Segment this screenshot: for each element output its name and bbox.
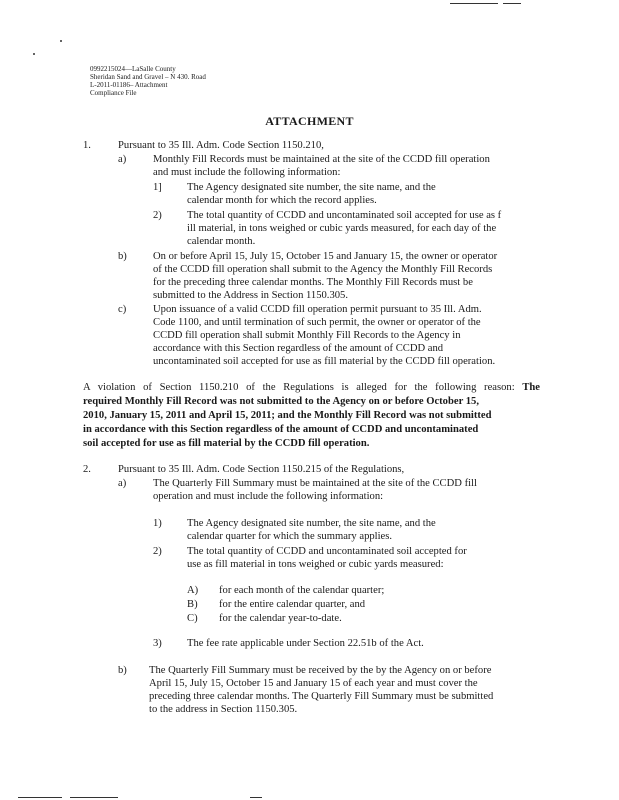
s1a-item1-number: 1]	[153, 182, 162, 193]
scan-mark-bottom-2	[70, 797, 118, 798]
s2a-item1-line: calendar quarter for which the summary applies.	[187, 531, 393, 542]
s2a-label: a)	[118, 478, 127, 489]
s1c-line: uncontaminated soil accepted for use as fill material by the CCDD fill operation.	[153, 356, 496, 367]
s1c-line: CCDD fill operation shall submit Monthly Fill Records to the Agency in	[153, 330, 461, 341]
s2b-line: The Quarterly Fill Summary must be received by the by the Agency on or before	[149, 665, 492, 676]
s1c-line: Code 1100, and until termination of such permit, the owner or operator of the	[153, 317, 481, 328]
s1a-line: Monthly Fill Records must be maintained at the site of the CCDD fill operation	[153, 154, 490, 165]
s1a-item1-line: calendar month for which the record applies.	[187, 195, 377, 206]
s2b-label: b)	[118, 665, 127, 676]
violation-line: required Monthly Fill Record was not submitted to the Agency on or before October 15,	[83, 396, 479, 407]
s1a-item2-line: The total quantity of CCDD and uncontaminated soil accepted for use as f	[187, 210, 502, 221]
scan-speck	[60, 40, 62, 42]
s2b-line: to the address in Section 1150.305.	[149, 704, 298, 715]
violation-line: in accordance with this Section regardless of the amount of CCDD and uncontaminated	[83, 424, 479, 435]
s1b-line: submitted to the Address in Section 1150.305.	[153, 290, 348, 301]
s2a-subitem-b-label: B)	[187, 599, 198, 610]
header-file-line: Compliance File	[90, 89, 137, 97]
section-2-lead: Pursuant to 35 Ill. Adm. Code Section 1150.215 of the Regulations,	[118, 464, 405, 475]
s1b-line: On or before April 15, July 15, October 15 and January 15, the owner or operator	[153, 251, 498, 262]
s2a-subitem-a-label: A)	[187, 585, 199, 596]
violation-line	[83, 381, 540, 394]
s1b-line: of the CCDD fill operation shall submit to the Agency the Monthly Fill Records	[153, 264, 493, 275]
scan-speck	[33, 53, 35, 55]
violation-line: 2010, January 15, 2011 and April 15, 2011; and the Monthly Fill Record was not submitted	[83, 410, 492, 421]
scan-mark-top-2	[503, 3, 521, 4]
s2a-subitem-b-text: for the entire calendar quarter, and	[219, 599, 366, 610]
violation-text-bold: The	[522, 382, 540, 393]
s1b-line: for the preceding three calendar months. The Monthly Fill Records must be	[153, 277, 473, 288]
section-1-number: 1.	[83, 140, 91, 151]
section-2-number: 2.	[83, 464, 91, 475]
s1b-label: b)	[118, 251, 127, 262]
header-case-line: 0992215024—LaSalle County	[90, 65, 176, 73]
s1c-line: accordance with this Section regardless of the amount of CCDD and	[153, 343, 444, 354]
page-title: ATTACHMENT	[265, 114, 354, 128]
s1a-line: and must include the following information:	[153, 167, 341, 178]
s2a-item3-text: The fee rate applicable under Section 22.51b of the Act.	[187, 638, 424, 649]
s2b-line: April 15, July 15, October 15 and January 15 of each year and must cover the	[149, 678, 478, 689]
s1a-item2-line: calendar month.	[187, 236, 256, 247]
section-1-lead: Pursuant to 35 Ill. Adm. Code Section 1150.210,	[118, 140, 324, 151]
s1a-label: a)	[118, 154, 127, 165]
scan-mark-top	[450, 3, 498, 4]
s2a-item3-number: 3)	[153, 638, 162, 649]
s2a-item2-line: The total quantity of CCDD and uncontaminated soil accepted for	[187, 546, 467, 557]
header-id-line: L-2011-01186– Attachment	[90, 81, 168, 89]
header-site-line: Sheridan Sand and Gravel – N 430. Road	[90, 73, 206, 81]
s2a-item1-number: 1)	[153, 518, 162, 529]
s2a-item2-number: 2)	[153, 546, 162, 557]
s1a-item1-line: The Agency designated site number, the site name, and the	[187, 182, 436, 193]
s2a-line: The Quarterly Fill Summary must be maintained at the site of the CCDD fill	[153, 478, 477, 489]
s1c-line: Upon issuance of a valid CCDD fill operation permit pursuant to 35 Ill. Adm.	[153, 304, 482, 315]
s1a-item2-number: 2)	[153, 210, 162, 221]
violation-text: A violation of Section 1150.210 of the Regulations is alleged for the following reason:	[83, 382, 523, 393]
scan-mark-bottom	[18, 797, 62, 798]
s2a-subitem-c-text: for the calendar year-to-date.	[219, 613, 342, 624]
s2a-item2-line: use as fill material in tons weighed or cubic yards measured:	[187, 559, 444, 570]
s2a-subitem-c-label: C)	[187, 613, 198, 624]
scan-mark-bottom-3	[250, 797, 262, 798]
s1a-item2-line: ill material, in tons weighed or cubic yards measured, for each day of the	[187, 223, 497, 234]
s2b-line: preceding three calendar months. The Quarterly Fill Summary must be submitted	[149, 691, 494, 702]
s2a-line: operation and must include the following information:	[153, 491, 384, 502]
s2a-subitem-a-text: for each month of the calendar quarter;	[219, 585, 385, 596]
s2a-item1-line: The Agency designated site number, the site name, and the	[187, 518, 436, 529]
s1c-label: c)	[118, 304, 127, 315]
violation-line: soil accepted for use as fill material by the CCDD fill operation.	[83, 438, 370, 449]
